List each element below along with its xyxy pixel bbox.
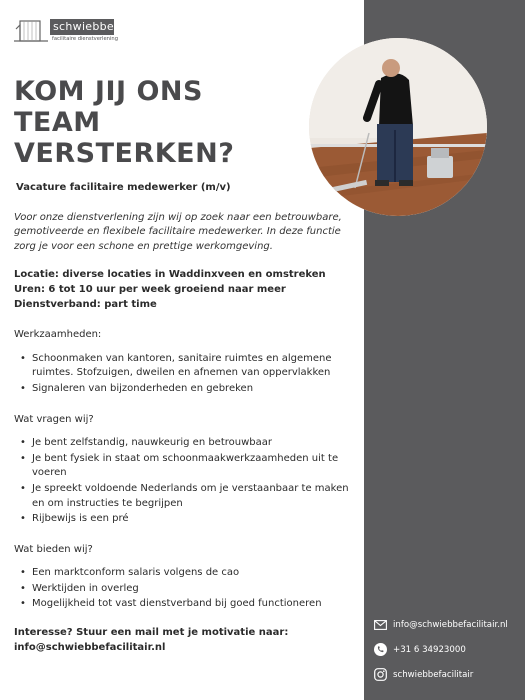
building-logo-icon (14, 17, 48, 45)
intro-text: Voor onze dienstverlening zijn wij op zoek naar een betrouwbare, gemotiveerde en flexibele facilitaire medewerker. In deze functie zorg je voor een schone en prettige werkomgeving. (14, 211, 342, 252)
instagram-icon (373, 668, 387, 682)
fact-location: Locatie: diverse locaties in Waddinxveen en omstreken (14, 269, 326, 281)
list-item: • Rijbewijs is een pré (20, 512, 359, 527)
contact-instagram[interactable] (373, 667, 523, 682)
list-item: • Mogelijkheid tot vast dienstverband bij goed functioneren (20, 597, 359, 612)
fact-hours: Uren: 6 tot 10 uur per week groeiend naar meer (14, 283, 286, 295)
brand-name: schwiebbe (50, 19, 114, 35)
contact-phone-text: +31 6 34923000 (393, 644, 466, 655)
list-item: • Schoonmaken van kantoren, sanitaire ruimtes en algemene ruimtes. Stofzuigen, dweilen en afnemen van oppervlakken (20, 352, 359, 381)
vacancy-facts (14, 268, 359, 312)
cta-email-link[interactable]: info@schwiebbefacilitair.nl (14, 641, 166, 653)
contact-email-text: info@schwiebbefacilitair.nl (393, 619, 508, 630)
list-item: • Je bent zelfstandig, nauwkeurig en betrouwbaar (20, 436, 359, 451)
brand-tagline: facilitaire dienstverlening (52, 36, 118, 42)
mail-icon (373, 618, 387, 632)
logo (14, 17, 118, 47)
section-title-vragen: Wat vragen wij? (14, 413, 94, 425)
contact-instagram-text: schwiebbefacilitair (393, 669, 474, 680)
contact-phone[interactable] (373, 642, 523, 657)
contact-info (373, 617, 523, 692)
headline-line: TEAM (14, 107, 101, 138)
page-title (14, 76, 314, 169)
list-item: • Je spreekt voldoende Nederlands om je verstaanbaar te maken en om instructies te begrijpen (20, 482, 359, 511)
werkzaamheden-list (14, 352, 359, 397)
vacancy-subtitle: Vacature facilitaire medewerker (m/v) (16, 182, 231, 193)
bieden-list (14, 566, 359, 612)
section-title-bieden: Wat bieden wij? (14, 543, 93, 555)
list-item: • Je bent fysiek in staat om schoonmaakwerkzaamheden uit te voeren (20, 452, 359, 481)
list-item: • Een marktconform salaris volgens de cao (20, 566, 359, 581)
vacancy-content (14, 181, 359, 655)
list-item: • Werktijden in overleg (20, 582, 359, 597)
vragen-list (14, 436, 359, 527)
contact-email[interactable] (373, 617, 523, 632)
cta-text: Interesse? Stuur een mail met je motivatie naar: (14, 627, 289, 639)
section-title-werkzaamheden: Werkzaamheden: (14, 329, 102, 341)
headline-line: KOM JIJ ONS (14, 76, 203, 107)
list-item: • Signaleren van bijzonderheden en gebreken (20, 382, 359, 397)
headline-line: VERSTERKEN? (14, 138, 235, 169)
call-to-action (14, 626, 359, 655)
phone-icon (373, 643, 387, 657)
fact-employment: Dienstverband: part time (14, 298, 157, 310)
